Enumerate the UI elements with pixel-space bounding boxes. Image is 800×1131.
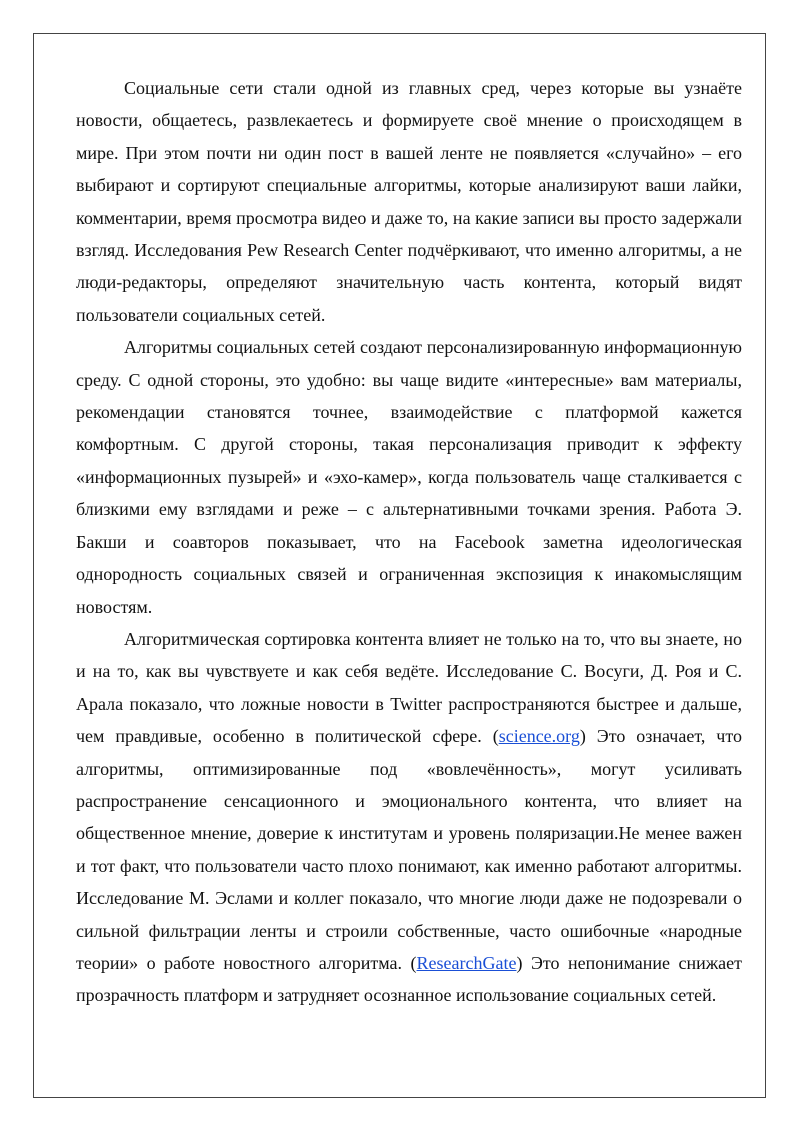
paragraph-3-text-2: ) Это означает, что алгоритмы, оптимизированные под «вовлечённость», могут усиливать распространение сенсационного и эмоционального контента, что влияет на общественное мнение, доверие к институтам и уровень поляризации.Не менее важен и тот факт, что пользователи часто плохо понимают, как именно работают алгоритмы. Исследование М. Эслами и коллег показало, что многие люди даже не подозревали о сильной фильтрации ленты и строили собственные, часто ошибочные «народные теории» о работе новостного алгоритма. ( xyxy=(76,726,742,973)
paragraph-3-text-3: ) Это непонимание снижает прозрачность платформ и затрудняет осознанное использование социальных сетей. xyxy=(76,952,742,1006)
science-org-link[interactable]: science.org xyxy=(498,726,580,747)
paragraph-2: Алгоритмы социальных сетей создают персонализированную информационную среду. С одной стороны, это удобно: вы чаще видите «интересные» вам материалы, рекомендации становятся точнее, взаимодействие с платформой кажется комфортным. С другой стороны, такая персонализация приводит к эффекту «информационных пузырей» и «эхо-камер», когда пользователь чаще сталкивается с близкими ему взглядами и реже – с альтернативными точками зрения. Работа Э. Бакши и соавторов показывает, что на Facebook заметна идеологическая однородность социальных связей и ограниченная экспозиция к инакомыслящим новостям. xyxy=(76,337,742,617)
researchgate-link[interactable]: ResearchGate xyxy=(416,952,517,973)
document-body xyxy=(76,72,742,1012)
paragraph-3 xyxy=(76,623,742,1012)
paragraph-3-text-1: Алгоритмическая сортировка контента влияет не только на то, что вы знаете, но и на то, как вы чувствуете и как себя ведёте. Исследование С. Восуги, Д. Роя и С. Арала показало, что ложные новости в Twitter распространяются быстрее и дальше, чем правдивые, особенно в политической сфере. ( xyxy=(76,628,742,747)
paragraph-1: Социальные сети стали одной из главных сред, через которые вы узнаёте новости, общаетесь, развлекаетесь и формируете своё мнение о происходящем в мире. При этом почти ни один пост в вашей ленте не появляется «случайно» – его выбирают и сортируют специальные алгоритмы, которые анализируют ваши лайки, комментарии, время просмотра видео и даже то, на какие записи вы просто задержали взгляд. Исследования Pew Research Center подчёркивают, что именно алгоритмы, а не люди-редакторы, определяют значительную часть контента, который видят пользователи социальных сетей. xyxy=(76,78,742,325)
